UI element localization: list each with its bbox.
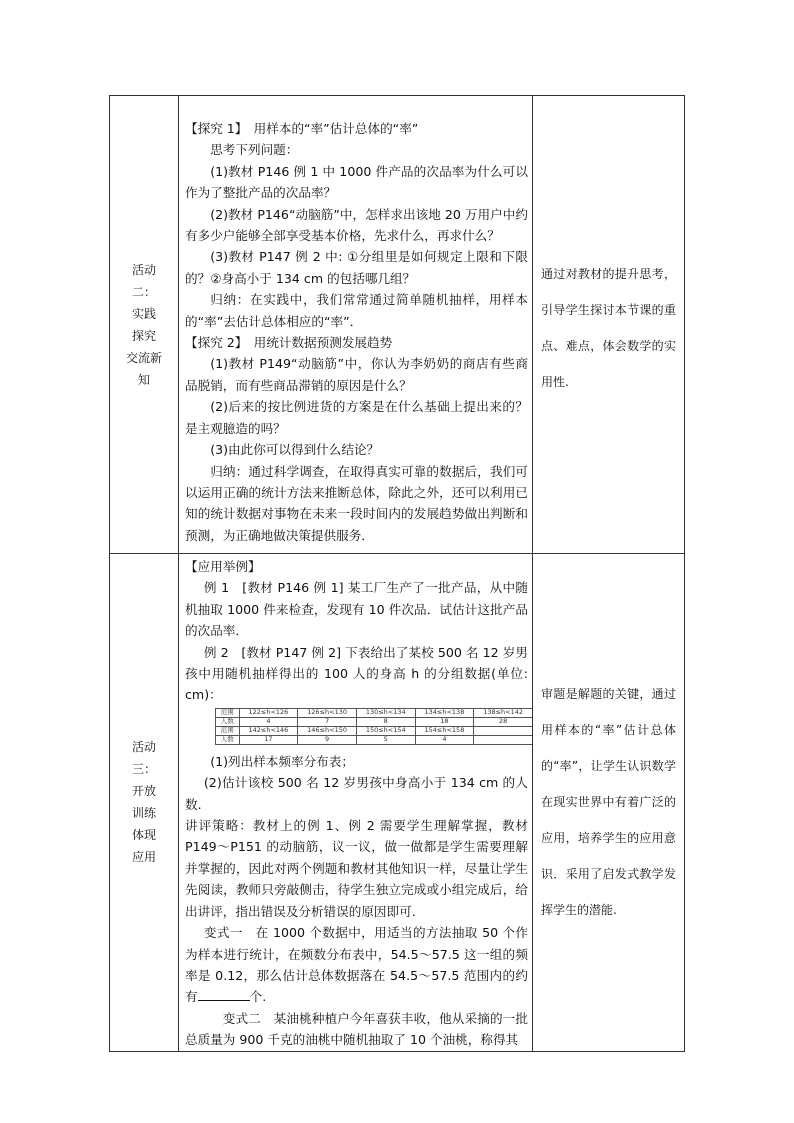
table-cell: 18: [415, 717, 474, 726]
question-1: (1)列出样本频率分布表；: [210, 753, 354, 769]
variation-1-end: 个.: [249, 989, 267, 1005]
table-cell: 146≤h<150: [298, 726, 357, 735]
summary-paragraph: 归纳：通过科学调查，在取得真实可靠的数据后，我们可以运用正确的统计方法来推断总体，除此之外，还可以利用已知的统计数据对事物在未来一段时间内的发展趋势做出判断和预测，为正确地做决策提供服务．: [185, 463, 528, 543]
teaching-strategy: 讲评策略：教材上的例 1、例 2 需要学生理解掌握，教材 P149～P151 的动脑筋，议一议，做一做都是学生需要理解并掌握的，因此对两个例题和教材其他知识一样，尽量让学生先阅读，教师只旁敲侧击，待学生独立完成或小组完成后，给出讲评，指出错误及分析错误的原因即可.: [185, 818, 528, 919]
label-line: 体现: [131, 828, 156, 843]
table-cell: 154≤h<158: [415, 726, 474, 735]
table-cell: 5: [356, 735, 415, 744]
paragraph: (1)教材 P149“动脑筋”中，你认为李奶奶的商店有些商品脱销，而有些商品滞销的原因是什么？: [185, 356, 528, 393]
table-cell: [474, 726, 533, 735]
table-cell: 4: [239, 717, 298, 726]
label-line: 应用: [131, 850, 156, 865]
variation-1-text: 变式一 在 1000 个数据中，用适当的方法抽取 50 个作为样本进行统计，在频数分布表中，54.5～57.5 这一组的频率是 0.12，那么估计总体数据落在 54.5～57.5 范围内的约有: [185, 925, 528, 1005]
activity-3-content: [179, 554, 533, 1052]
table-cell: 7: [298, 717, 357, 726]
paragraph: (1)教材 P146 例 1 中 1000 件产品的次品率为什么可以作为了整批产品的次品率？: [185, 163, 528, 201]
label-line: 知: [137, 372, 150, 387]
variation-2: 变式二 某油桃种植户今年喜获丰收，他从采摘的一批总质量为 900 千克的油桃中随机抽取了 10 个油桃，称得其: [185, 1010, 528, 1048]
table-row: [216, 708, 533, 717]
paragraph: (3)由此你可以得到什么结论？: [210, 442, 380, 458]
paragraph: (3)教材 P147 例 2 中: ①分组里是如何规定上限和下限的？②身高小于 134 cm 的包括哪几组？: [185, 249, 528, 286]
table-cell: 4: [415, 735, 474, 744]
label-line: 开放: [131, 784, 156, 799]
table-cell: 范围: [216, 708, 240, 717]
inquiry-1-heading: 【探究 1】 用样本的“率”估计总体的“率”: [185, 121, 419, 136]
table-cell: 范围: [216, 726, 240, 735]
application-heading: 【应用举例】: [185, 559, 261, 574]
label-line: 实践: [131, 306, 156, 321]
label-line: 探究: [131, 328, 156, 343]
inquiry-2-heading: 【探究 2】 用统计数据预测发展趋势: [185, 335, 393, 351]
activity-2-label: [110, 96, 179, 554]
table-cell: 人数: [216, 735, 240, 744]
table-cell: 8: [356, 717, 415, 726]
label-line: 训练: [131, 806, 156, 821]
activity-2-design-note: 通过对教材的提升思考，引导学生探讨本节课的重点、难点，体会数学的实用性.: [533, 96, 685, 554]
table-cell: 人数: [216, 717, 240, 726]
question-2: (2)估计该校 500 名 12 岁男孩中身高小于 134 cm 的人数.: [185, 775, 528, 812]
table-row: [216, 726, 533, 735]
paragraph: (2)教材 P146“动脑筋”中，怎样求出该地 20 万用户中约有多少户能够全部享受基本价格，先求什么，再求什么？: [185, 206, 528, 244]
table-cell: 28: [474, 717, 533, 726]
table-cell: 122≤h<126: [239, 708, 298, 717]
variation-1: [185, 922, 528, 1008]
table-cell: [474, 735, 533, 744]
table-row: [216, 735, 533, 744]
label-line: 二：: [131, 284, 156, 299]
table-row-activity-2: [110, 96, 685, 554]
activity-3-design-note: 审题是解题的关键，通过用样本的“率”估计总体的“率”，让学生认识数学在现实世界中有着广泛的应用，培养学生的应用意识．采用了启发式教学发挥学生的潜能.: [533, 554, 685, 1052]
table-cell: 134≤h<138: [415, 708, 474, 717]
table-row: [216, 717, 533, 726]
table-cell: 138≤h<142: [474, 708, 533, 717]
paragraph: 思考下列问题：: [210, 142, 299, 158]
table-cell: 9: [298, 735, 357, 744]
table-cell: 130≤h<134: [356, 708, 415, 717]
label-line: 活动: [131, 740, 156, 755]
paragraph: (2)后来的按比例进货的方案是在什么基础上提出来的？是主观臆造的吗？: [185, 399, 528, 436]
example-2: 例 2 [教材 P147 例 2] 下表给出了某校 500 名 12 岁男孩中用随机抽样得出的 100 人的身高 h 的分组数据(单位: cm)：: [185, 644, 528, 703]
label-line: 活动: [131, 262, 156, 277]
answer-blank: [198, 988, 250, 1001]
example-1: 例 1 [教材 P146 例 1] 某工厂生产了一批产品，从中随机抽取 1000 件来检查，发现有 10 件次品．试估计这批产品的次品率．: [185, 580, 528, 639]
activity-3-label: [110, 554, 179, 1052]
lesson-plan-table: [109, 95, 685, 1052]
activity-2-content: [179, 96, 533, 554]
table-cell: 17: [239, 735, 298, 744]
label-line: 交流新: [125, 350, 162, 365]
table-cell: 150≤h<154: [356, 726, 415, 735]
height-data-table: [215, 708, 533, 745]
table-cell: 126≤h<130: [298, 708, 357, 717]
table-row-activity-3: [110, 554, 685, 1052]
summary-paragraph: 归纳：在实践中，我们常常通过简单随机抽样，用样本的“率”去估计总体相应的“率”．: [185, 292, 528, 329]
label-line: 三：: [131, 762, 156, 777]
table-cell: 142≤h<146: [239, 726, 298, 735]
